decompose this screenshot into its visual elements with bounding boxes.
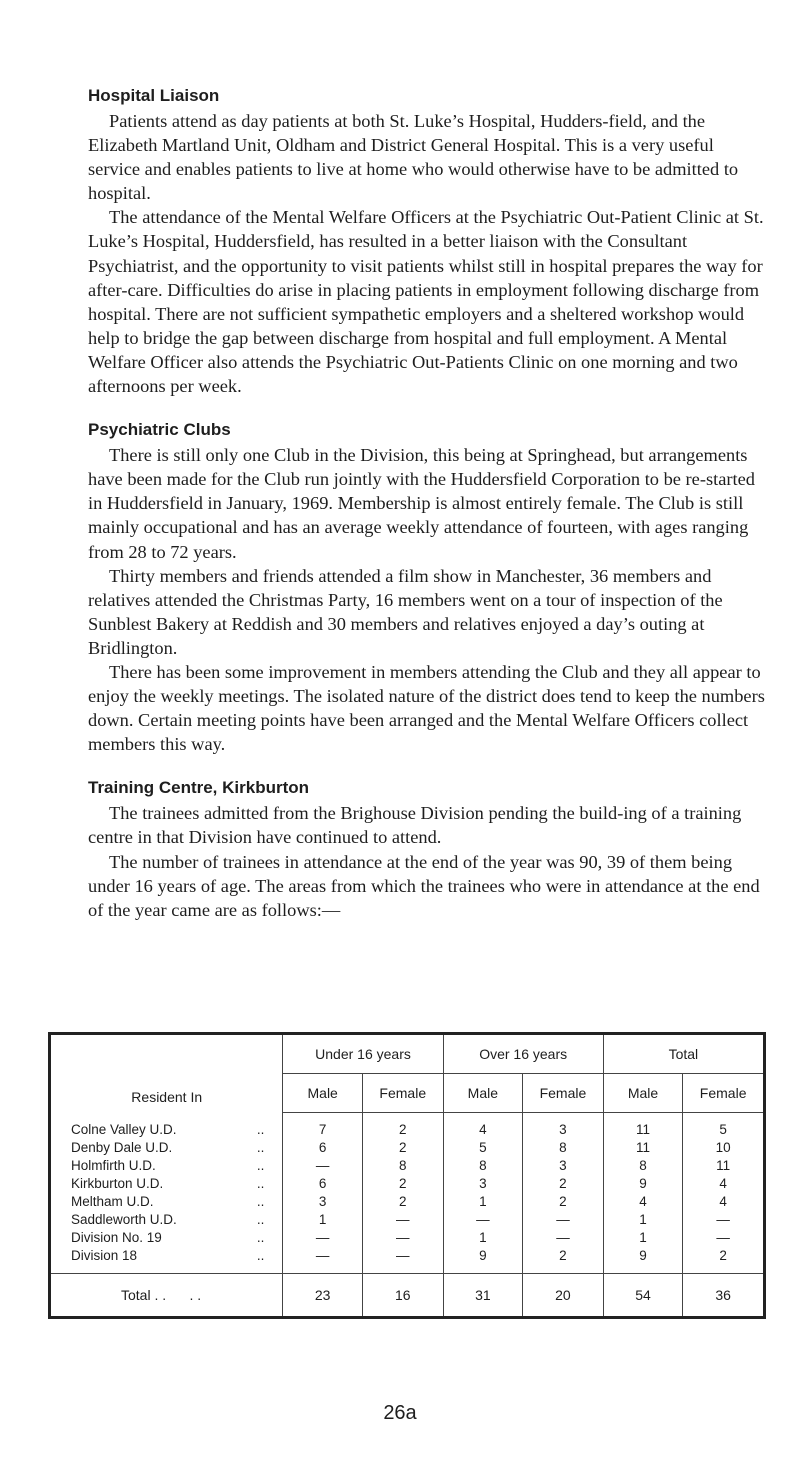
value-cell: 6 xyxy=(283,1175,363,1193)
page-number: 26a xyxy=(383,1402,417,1424)
value-cell: 3 xyxy=(523,1113,604,1140)
value-cell: 2 xyxy=(362,1193,443,1211)
value-cell: 9 xyxy=(443,1247,523,1274)
value-cell: 2 xyxy=(362,1113,443,1140)
value-cell: 2 xyxy=(362,1139,443,1157)
table-row xyxy=(50,1247,765,1274)
value-cell: — xyxy=(362,1211,443,1229)
value-cell: 2 xyxy=(523,1247,604,1274)
leader-dots: .. xyxy=(256,1140,265,1155)
value-cell: 1 xyxy=(603,1211,683,1229)
value-cell: — xyxy=(683,1211,765,1229)
value-cell: 2 xyxy=(523,1175,604,1193)
subheader-female: Female xyxy=(683,1074,765,1113)
value-cell: 4 xyxy=(683,1175,765,1193)
value-cell: — xyxy=(443,1211,523,1229)
value-cell: 8 xyxy=(443,1157,523,1175)
value-cell: 9 xyxy=(603,1175,683,1193)
value-cell: 5 xyxy=(443,1139,523,1157)
value-cell: 11 xyxy=(683,1157,765,1175)
total-cell: 31 xyxy=(443,1274,523,1318)
value-cell: 8 xyxy=(362,1157,443,1175)
section-heading: Psychiatric Clubs xyxy=(88,420,231,440)
value-cell: 5 xyxy=(683,1113,765,1140)
section-psychiatric-clubs xyxy=(88,418,766,756)
resident-cell xyxy=(50,1211,283,1229)
value-cell: — xyxy=(683,1229,765,1247)
table-total-row xyxy=(50,1274,765,1318)
table-row xyxy=(50,1193,765,1211)
paragraph: Thirty members and friends attended a film show in Manchester, 36 members and relatives attended the Christmas Party, 16 members went on a tour of inspection of the Sunblest Bakery at Reddish and 30 members and relatives enjoyed a day’s outing at Bridlington. xyxy=(88,565,723,658)
value-cell: 2 xyxy=(362,1175,443,1193)
paragraph: The trainees admitted from the Brighouse Division pending the build-ing of a training centre in that Division have continued to attend. xyxy=(88,803,742,848)
value-cell: 8 xyxy=(603,1157,683,1175)
subheader-male: Male xyxy=(443,1074,523,1113)
section-training-centre xyxy=(88,776,766,921)
resident-cell xyxy=(50,1247,283,1274)
group-header-total: Total xyxy=(603,1034,764,1074)
subheader-female: Female xyxy=(362,1074,443,1113)
value-cell: 6 xyxy=(283,1139,363,1157)
paragraph: Patients attend as day patients at both St. Luke’s Hospital, Hudders-field, and the Elizabeth Martland Unit, Oldham and District General Hospital. This is a very useful service and enables patients to live at home who would otherwise have to be admitted to hospital. xyxy=(88,111,739,204)
resident-name: Denby Dale U.D. xyxy=(71,1140,173,1155)
total-dots: . . . . xyxy=(154,1287,202,1303)
value-cell: 11 xyxy=(603,1113,683,1140)
total-cell: 36 xyxy=(683,1274,765,1318)
total-cell: 54 xyxy=(603,1274,683,1318)
group-header-over-16: Over 16 years xyxy=(443,1034,603,1074)
value-cell: 8 xyxy=(523,1139,604,1157)
value-cell: 3 xyxy=(523,1157,604,1175)
leader-dots: .. xyxy=(256,1212,265,1227)
value-cell: 1 xyxy=(283,1211,363,1229)
trainees-table-container xyxy=(48,1032,766,1319)
resident-cell xyxy=(50,1113,283,1140)
table-row xyxy=(50,1175,765,1193)
section-hospital-liaison xyxy=(88,84,766,398)
value-cell: 2 xyxy=(523,1193,604,1211)
resident-cell xyxy=(50,1139,283,1157)
resident-header xyxy=(50,1034,283,1113)
resident-name: Holmfirth U.D. xyxy=(71,1158,156,1173)
value-cell: 4 xyxy=(683,1193,765,1211)
table-row xyxy=(50,1229,765,1247)
resident-cell xyxy=(50,1229,283,1247)
value-cell: 11 xyxy=(603,1139,683,1157)
value-cell: — xyxy=(283,1157,363,1175)
total-label xyxy=(50,1274,283,1318)
leader-dots: .. xyxy=(256,1194,265,1209)
resident-name: Saddleworth U.D. xyxy=(71,1212,177,1227)
value-cell: — xyxy=(362,1229,443,1247)
value-cell: — xyxy=(283,1229,363,1247)
subheader-female: Female xyxy=(523,1074,604,1113)
table-row xyxy=(50,1211,765,1229)
value-cell: — xyxy=(283,1247,363,1274)
paragraph: There is still only one Club in the Division, this being at Springhead, but arrangements have been made for the Club run jointly with the Huddersfield Corporation to be re-started in Huddersfield in January, 1969. Membership is almost entirely female. The Club is still mainly occupational and has an average weekly attendance of fourteen, with ages ranging from 28 to 72 years. xyxy=(88,445,755,562)
value-cell: 9 xyxy=(603,1247,683,1274)
total-label-text: Total xyxy=(121,1287,151,1303)
resident-name: Division 18 xyxy=(71,1248,138,1263)
value-cell: 7 xyxy=(283,1113,363,1140)
total-cell: 16 xyxy=(362,1274,443,1318)
value-cell: — xyxy=(523,1229,604,1247)
value-cell: 4 xyxy=(603,1193,683,1211)
subheader-male: Male xyxy=(283,1074,363,1113)
value-cell: 1 xyxy=(443,1229,523,1247)
value-cell: 4 xyxy=(443,1113,523,1140)
paragraph: The attendance of the Mental Welfare Officers at the Psychiatric Out-Patient Clinic at St. Luke’s Hospital, Huddersfield, has resulted in a better liaison with the Consultant Psychiatrist, and the opportunity to visit patients whilst still in hospital prepares the way for after-care. Difficulties do arise in placing patients in employment following discharge from hospital. There are not sufficient sympathetic employers and a sheltered workshop would help to bridge the gap between discharge from hospital and full employment. A Mental Welfare Officer also attends the Psychiatric Out-Patients Clinic on one morning and two afternoons per week. xyxy=(88,207,764,397)
document-body xyxy=(88,84,766,942)
value-cell: 3 xyxy=(283,1193,363,1211)
value-cell: 10 xyxy=(683,1139,765,1157)
resident-header-label: Resident In xyxy=(131,1088,203,1105)
resident-name: Division No. 19 xyxy=(71,1230,162,1245)
trainees-table xyxy=(48,1032,766,1319)
subheader-male: Male xyxy=(603,1074,683,1113)
value-cell: 1 xyxy=(443,1193,523,1211)
value-cell: 1 xyxy=(603,1229,683,1247)
value-cell: 2 xyxy=(683,1247,765,1274)
total-cell: 23 xyxy=(283,1274,363,1318)
table-row xyxy=(50,1113,765,1140)
resident-cell xyxy=(50,1157,283,1175)
resident-cell xyxy=(50,1193,283,1211)
resident-cell xyxy=(50,1175,283,1193)
value-cell: — xyxy=(523,1211,604,1229)
resident-name: Kirkburton U.D. xyxy=(71,1176,164,1191)
leader-dots: .. xyxy=(256,1248,265,1263)
leader-dots: .. xyxy=(256,1176,265,1191)
leader-dots: .. xyxy=(256,1121,265,1137)
value-cell: 3 xyxy=(443,1175,523,1193)
leader-dots: .. xyxy=(256,1158,265,1173)
total-cell: 20 xyxy=(523,1274,604,1318)
section-heading: Hospital Liaison xyxy=(88,86,220,105)
paragraph: There has been some improvement in members attending the Club and they all appear to enjoy the weekly meetings. The isolated nature of the district does tend to keep the numbers down. Certain meeting points have been arranged and the Mental Welfare Officers collect members this way. xyxy=(88,661,765,755)
value-cell: — xyxy=(362,1247,443,1274)
paragraph: The number of trainees in attendance at the end of the year was 90, 39 of them being under 16 years of age. The areas from which the trainees who were in attendance at the end of the year came are as follows:— xyxy=(88,851,760,920)
leader-dots: .. xyxy=(256,1230,265,1245)
table-row xyxy=(50,1139,765,1157)
section-heading: Training Centre, Kirkburton xyxy=(88,778,310,798)
resident-name: Colne Valley U.D. xyxy=(71,1121,177,1137)
group-header-under-16: Under 16 years xyxy=(283,1034,443,1074)
resident-name: Meltham U.D. xyxy=(71,1194,154,1209)
table-row xyxy=(50,1157,765,1175)
